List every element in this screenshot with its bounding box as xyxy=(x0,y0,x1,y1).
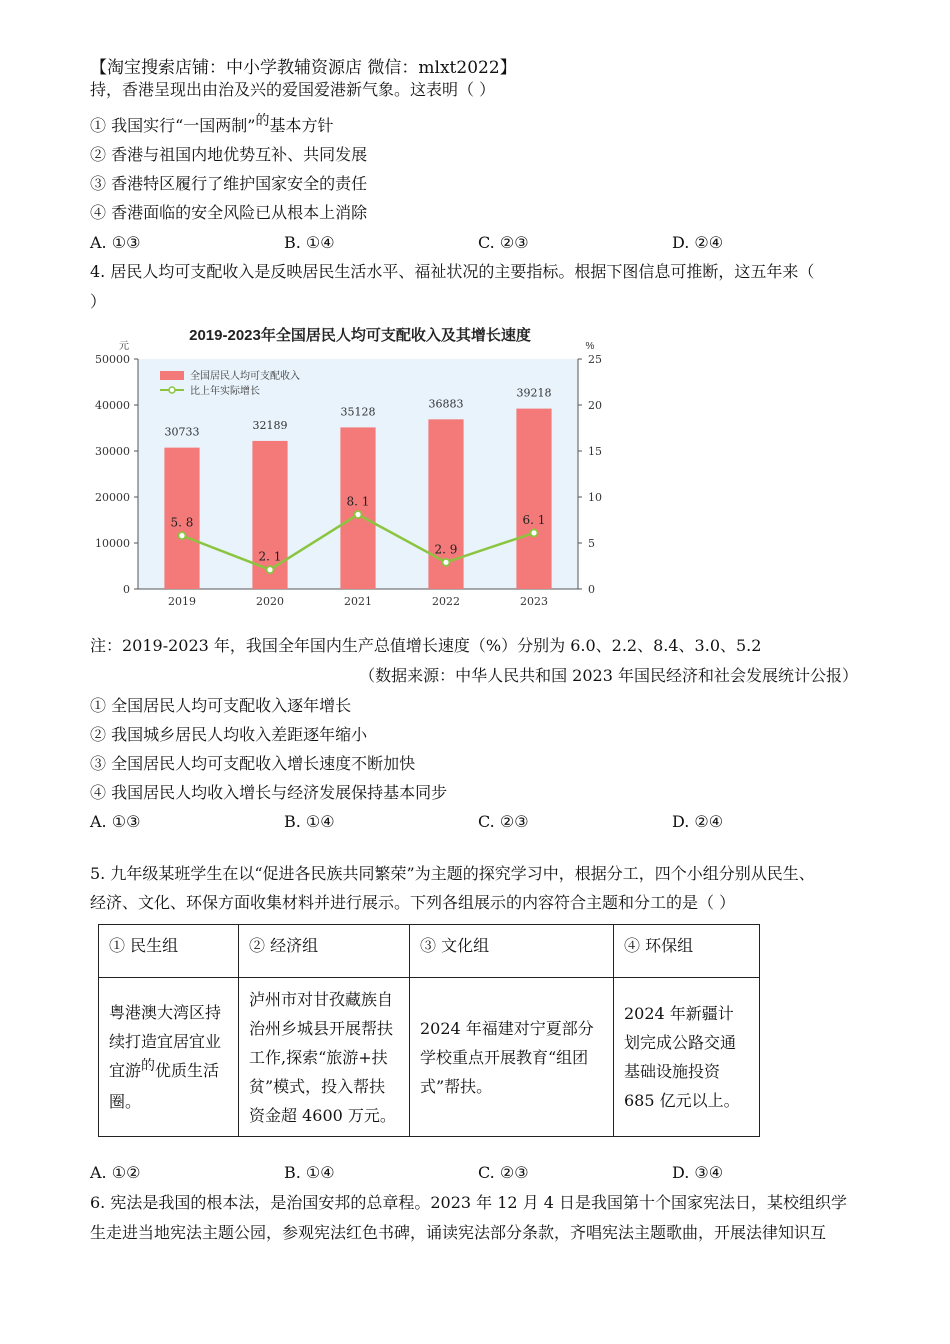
legend-bar-swatch xyxy=(160,371,184,380)
growth-point-2022 xyxy=(443,559,450,566)
q3-item-2: ② 香港与祖国内地优势互补、共同发展 xyxy=(90,145,368,164)
q4-option-a[interactable]: A. ①③ xyxy=(90,812,141,831)
right-unit-label: % xyxy=(585,341,595,352)
q4-stem-line2: ） xyxy=(90,292,107,311)
q5-option-a[interactable]: A. ①② xyxy=(90,1163,141,1182)
q4-item-2: ② 我国城乡居民人均收入差距逐年缩小 xyxy=(90,725,368,744)
legend-bar-label: 全国居民人均可支配收入 xyxy=(190,371,300,382)
q5-cell-environment: 2024 年新疆计划完成公路交通基础设施投资 685 亿元以上。 xyxy=(614,978,760,1137)
growth-point-label-2023: 6. 1 xyxy=(522,512,546,527)
q5-header-culture: ③ 文化组 xyxy=(410,925,614,978)
q5-cell-livelihood xyxy=(99,978,239,1137)
shop-header: 【淘宝搜索店铺：中小学教辅资源店 微信：mlxt2022】 xyxy=(90,58,517,78)
legend-line-marker xyxy=(169,387,175,393)
q4-item-1: ① 全国居民人均可支配收入逐年增长 xyxy=(90,696,352,715)
q4-stem-line1: 4. 居民人均可支配收入是反映居民生活水平、福祉状况的主要指标。根据下图信息可推断，这五年来（ xyxy=(90,262,815,281)
growth-point-label-2021: 8. 1 xyxy=(346,494,370,509)
q3-item-1-text-b: 基本方针 xyxy=(269,116,334,135)
q5-table xyxy=(98,924,760,1137)
q5-header-livelihood: ① 民生组 xyxy=(99,925,239,978)
q4-item-3: ③ 全国居民人均可支配收入增长速度不断加快 xyxy=(90,754,416,773)
right-tick-label: 25 xyxy=(588,353,602,366)
left-tick-label: 40000 xyxy=(95,399,130,412)
growth-point-2019 xyxy=(179,532,186,539)
income-bar-2023 xyxy=(516,409,551,589)
left-tick-label: 30000 xyxy=(95,445,130,458)
growth-point-2023 xyxy=(531,529,538,536)
x-tick-label-2022: 2022 xyxy=(432,595,460,608)
q5-table-header-row xyxy=(99,925,760,978)
right-tick-label: 0 xyxy=(588,583,595,596)
q5-stem-line1: 5. 九年级某班学生在以“促进各民族共同繁荣”为主题的探究学习中，根据分工，四个小组分别从民生、 xyxy=(90,864,815,883)
x-tick-label-2021: 2021 xyxy=(344,595,372,608)
q3-item-1 xyxy=(90,113,334,137)
q3-option-b[interactable]: B. ①④ xyxy=(284,233,335,252)
q5-table-body-row xyxy=(99,978,760,1137)
left-tick-label: 50000 xyxy=(95,353,130,366)
q4-note: 注：2019-2023 年，我国全年国内生产总值增长速度（%）分别为 6.0、2.2、8.4、3.0、5.2 xyxy=(90,636,762,655)
q4-option-c[interactable]: C. ②③ xyxy=(478,812,529,831)
x-tick-label-2020: 2020 xyxy=(256,595,284,608)
right-tick-label: 10 xyxy=(588,491,602,504)
q4-source: （数据来源：中华人民共和国 2023 年国民经济和社会发展统计公报） xyxy=(359,666,858,685)
left-tick-label: 20000 xyxy=(95,491,130,504)
x-tick-label-2019: 2019 xyxy=(168,595,196,608)
q4-option-b[interactable]: B. ①④ xyxy=(284,812,335,831)
growth-point-2020 xyxy=(267,566,274,573)
q5-cell-economy: 泸州市对甘孜藏族自治州乡城县开展帮扶工作,探索“旅游+扶贫”模式，投入帮扶资金超 4600 万元。 xyxy=(239,978,410,1137)
q3-item-1-sup: 的 xyxy=(255,113,270,129)
income-chart xyxy=(90,318,610,618)
q5-option-c[interactable]: C. ②③ xyxy=(478,1163,529,1182)
income-bar-label-2022: 36883 xyxy=(428,397,464,411)
q3-item-3: ③ 香港特区履行了维护国家安全的责任 xyxy=(90,174,368,193)
q5-cell-livelihood-sup: 的 xyxy=(141,1058,156,1074)
right-tick-label: 15 xyxy=(588,445,602,458)
q6-line2: 生走进当地宪法主题公园，参观宪法红色书碑，诵读宪法部分条款，齐唱宪法主题歌曲，开展法律知识互 xyxy=(90,1223,827,1242)
q5-cell-culture: 2024 年福建对宁夏部分学校重点开展教育“组团式”帮扶。 xyxy=(410,978,614,1137)
q3-item-4: ④ 香港面临的安全风险已从根本上消除 xyxy=(90,203,368,222)
q5-header-environment: ④ 环保组 xyxy=(614,925,760,978)
growth-point-2021 xyxy=(355,511,362,518)
q5-option-d[interactable]: D. ③④ xyxy=(672,1163,724,1182)
q3-option-c[interactable]: C. ②③ xyxy=(478,233,529,252)
q6-line1: 6. 宪法是我国的根本法，是治国安邦的总章程。2023 年 12 月 4 日是我国第十个国家宪法日，某校组织学 xyxy=(90,1193,848,1212)
chart-title: 2019-2023年全国居民人均可支配收入及其增长速度 xyxy=(189,327,531,344)
q5-option-b[interactable]: B. ①④ xyxy=(284,1163,335,1182)
q3-option-a[interactable]: A. ①③ xyxy=(90,233,141,252)
q5-cell-livelihood-text-b: 优质生活圈。 xyxy=(109,1061,220,1111)
legend-line-label: 比上年实际增长 xyxy=(190,386,260,397)
left-tick-label: 0 xyxy=(123,583,130,596)
q3-option-d[interactable]: D. ②④ xyxy=(672,233,724,252)
right-tick-label: 5 xyxy=(588,537,595,550)
q3-item-1-text-a: ① 我国实行“一国两制” xyxy=(90,116,256,135)
q5-stem-line2: 经济、文化、环保方面收集材料并进行展示。下列各组展示的内容符合主题和分工的是（ ） xyxy=(90,893,736,912)
q3-stem: 持，香港呈现出由治及兴的爱国爱港新气象。这表明（ ） xyxy=(90,80,496,99)
left-tick-label: 10000 xyxy=(95,537,130,550)
q5-cell-livelihood-text-a: 粤港澳大湾区持续打造宜居宜业宜游 xyxy=(109,1003,222,1080)
right-tick-label: 20 xyxy=(588,399,602,412)
growth-point-label-2019: 5. 8 xyxy=(170,515,194,530)
q4-option-d[interactable]: D. ②④ xyxy=(672,812,724,831)
x-tick-label-2023: 2023 xyxy=(520,595,548,608)
income-bar-label-2021: 35128 xyxy=(340,405,376,419)
left-unit-label: 元 xyxy=(119,341,129,352)
growth-point-label-2020: 2. 1 xyxy=(258,549,282,564)
q5-header-economy: ② 经济组 xyxy=(239,925,410,978)
q4-item-4: ④ 我国居民人均收入增长与经济发展保持基本同步 xyxy=(90,783,448,802)
income-bar-label-2020: 32189 xyxy=(252,418,288,432)
income-chart-svg xyxy=(90,318,610,618)
income-bar-label-2023: 39218 xyxy=(516,386,552,400)
growth-point-label-2022: 2. 9 xyxy=(434,542,458,557)
income-bar-label-2019: 30733 xyxy=(164,425,200,439)
